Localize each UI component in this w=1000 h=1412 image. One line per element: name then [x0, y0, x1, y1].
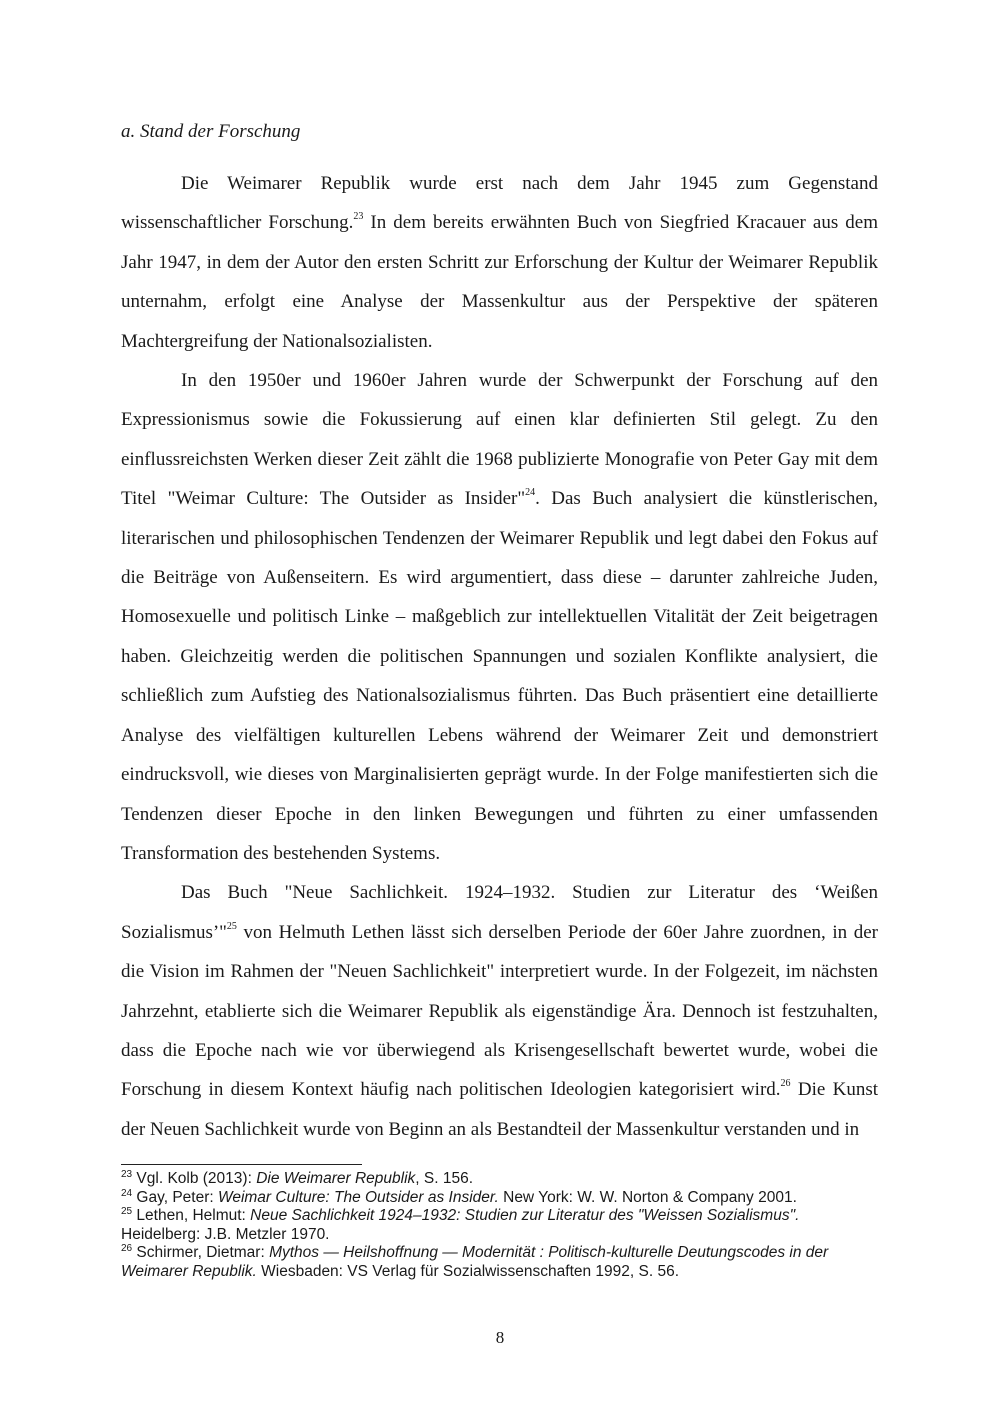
- footnote-number: 24: [121, 1187, 133, 1199]
- footnote-marker: 23: [353, 211, 364, 223]
- footnote-marker: 26: [780, 1078, 791, 1090]
- footnote-number: 26: [121, 1243, 133, 1255]
- footnote-number: 23: [121, 1169, 133, 1180]
- footnote-item: $^{24}$ Gay, Peter: Weimar Culture: The Outsider as Insider. New York: W. W. Norton & Company 2001.: [121, 1187, 797, 1206]
- body-text: [121, 164, 878, 1149]
- footnote-number: 25: [121, 1206, 133, 1218]
- footnote-marker: 25: [226, 920, 237, 932]
- paragraph: Die Weimarer Republik wurde erst nach dem Jahr 1945 zum Gegenstand wissenschaftlicher Forschung.$^{23}$ In dem bereits erwähnten Buch von Siegfried Kracauer aus dem Jahr 1947, in dem der Autor den ersten Schritt zur Erforschung der Kultur der Weimarer Republik unternahm, erfolgt eine Analyse der Massenkultur aus der Perspektive der späteren Machtergreifung der Nationalsozialisten.: [121, 173, 878, 352]
- footnote-marker: 24: [525, 487, 536, 499]
- footnotes: [121, 1170, 878, 1282]
- paragraph: In den 1950er und 1960er Jahren wurde der Schwerpunkt der Forschung auf den Expressionismus sowie die Fokussierung auf einen klar definierten Stil gelegt. Zu den einflussreichsten Werken dieser Zeit zählt die 1968 publizierte Monografie von Peter Gay mit dem Titel "Weimar Culture: The Outsider as Insider"$^{24}$. Das Buch analysiert die künstlerischen, literarischen und philosophischen Tendenzen der Weimarer Republik und legt dabei den Fokus auf die Beiträge von Außenseitern. Es wird argumentiert, dass diese – darunter zahlreiche Juden, Homosexuelle und politisch Linke – maßgeblich zur intellektuellen Vitalität der Zeit beigetragen haben. Gleichzeitig werden die politischen Spannungen und sozialen Konflikte analysiert, die schließlich zum Aufstieg des Nationalsozialismus führten. Das Buch präsentiert eine detaillierte Analyse des vielfältigen kulturellen Lebens während der Weimarer Zeit und demonstriert eindrucksvoll, wie dieses von Marginalisierten geprägt wurde. In der Folge manifestierten sich die Tendenzen dieser Epoche in den linken Bewegungen und führten zu einer umfassenden Transformation des bestehenden Systems.: [121, 370, 878, 864]
- paragraph: Das Buch "Neue Sachlichkeit. 1924–1932. Studien zur Literatur des ‘Weißen Sozialismus’"$^{25}$ von Helmuth Lethen lässt sich derselben Periode der 60er Jahre zuordnen, in der die Vision im Rahmen der "Neuen Sachlichkeit" interpretiert wurde. In der Folgezeit, im nächsten Jahrzehnt, etablierte sich die Weimarer Republik als eigenständige Ära. Dennoch ist festzuhalten, dass die Epoche nach wie vor überwiegend als Krisengesellschaft bewertet wurde, wobei die Forschung in diesem Kontext häufig nach politischen Ideologien kategorisiert wird.$^{26}$ Die Kunst der Neuen Sachlichkeit wurde von Beginn an als Bestandteil der Massenkultur verstanden und in: [121, 882, 879, 1140]
- footnote-item: $^{25}$ Lethen, Helmut: Neue Sachlichkeit 1924–1932: Studien zur Literatur des "Weissen Sozialismus". Heidelberg: J.B. Metzler 1970.: [121, 1206, 800, 1243]
- section-heading: a. Stand der Forschung: [121, 121, 301, 142]
- footnote-item: $^{26}$ Schirmer, Dietmar: Mythos — Heilshoffnung — Modernität : Politisch-kulturelle Deutungscodes in der Weimarer Republik. Wiesbaden: VS Verlag für Sozialwissenschaften 1992, S. 56.: [121, 1243, 829, 1280]
- page-number: 8: [495, 1328, 505, 1347]
- footnote-item: $^{23}$ Vgl. Kolb (2013): Die Weimarer Republik, S. 156.: [121, 1169, 474, 1187]
- footnote-separator: [121, 1164, 362, 1165]
